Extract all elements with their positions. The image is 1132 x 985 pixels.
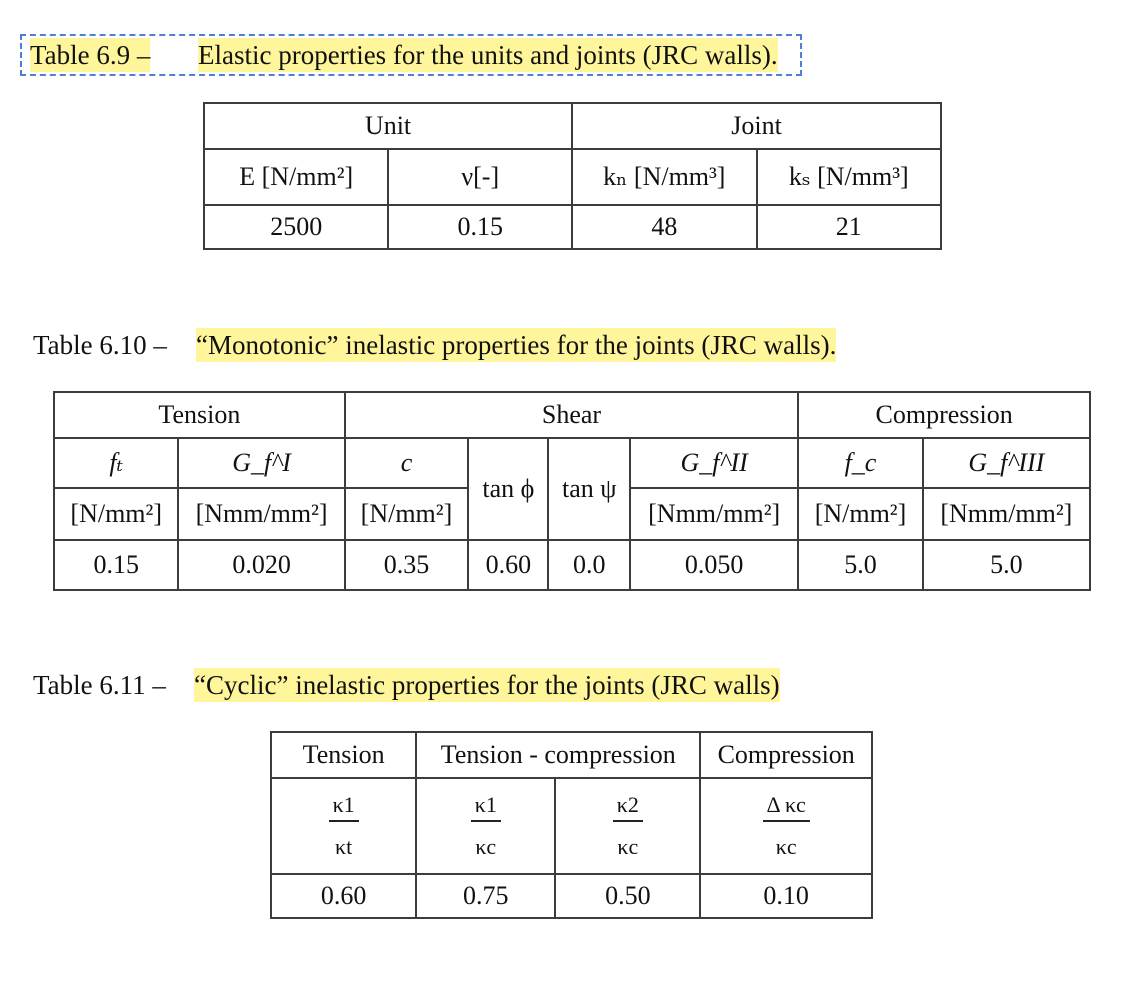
group-unit: Unit	[204, 103, 572, 149]
table1-caption-number: Table 6.9 –	[30, 40, 151, 70]
unit-ft: [N/mm²]	[54, 488, 178, 540]
group-tension: Tension	[271, 732, 416, 778]
value-k1-kt: 0.60	[271, 874, 416, 918]
ratio-numerator: κ1	[329, 792, 359, 822]
value-dkc-kc: 0.10	[700, 874, 872, 918]
table-6-9	[203, 102, 942, 250]
value-c: 0.35	[345, 540, 468, 590]
group-compression: Compression	[700, 732, 872, 778]
unit-GfI: [Nmm/mm²]	[178, 488, 344, 540]
table3-caption-number: Table 6.11 –	[33, 670, 166, 700]
group-tension: Tension	[54, 392, 345, 438]
table2-caption-number: Table 6.10 –	[33, 330, 167, 360]
header-kn: kₙ [N/mm³]	[572, 149, 756, 205]
value-tan-psi: 0.0	[548, 540, 630, 590]
header-ft: fₜ	[54, 438, 178, 488]
value-k1-kc: 0.75	[416, 874, 555, 918]
ratio-denominator: κc	[775, 834, 797, 859]
value-nu: 0.15	[388, 205, 572, 249]
value-kn: 48	[572, 205, 756, 249]
header-c: c	[345, 438, 468, 488]
ratio-k1-kt	[271, 778, 416, 874]
ratio-denominator: κt	[335, 834, 353, 859]
value-GfIII: 5.0	[923, 540, 1090, 590]
unit-fc: [N/mm²]	[798, 488, 922, 540]
value-fc: 5.0	[798, 540, 922, 590]
header-GfI: G_f^I	[178, 438, 344, 488]
value-k2-kc: 0.50	[555, 874, 700, 918]
group-tension-compression: Tension - compression	[416, 732, 700, 778]
header-E: E [N/mm²]	[204, 149, 388, 205]
ratio-k1-kc	[416, 778, 555, 874]
value-tan-phi: 0.60	[468, 540, 548, 590]
table-6-10	[53, 391, 1091, 591]
ratio-numerator: Δ κc	[763, 792, 810, 822]
ratio-denominator: κc	[475, 834, 497, 859]
header-nu: ν[-]	[388, 149, 572, 205]
group-compression: Compression	[798, 392, 1090, 438]
header-tan-phi: tan ϕ	[468, 438, 548, 540]
group-joint: Joint	[572, 103, 941, 149]
ratio-numerator: κ2	[613, 792, 643, 822]
header-GfIII: G_f^III	[923, 438, 1090, 488]
value-ks: 21	[757, 205, 941, 249]
value-ft: 0.15	[54, 540, 178, 590]
ratio-dkc-kc	[700, 778, 872, 874]
value-E: 2500	[204, 205, 388, 249]
table2-caption-text: “Monotonic” inelastic properties for the joints (JRC walls).	[196, 330, 837, 360]
ratio-k2-kc	[555, 778, 700, 874]
unit-GfIII: [Nmm/mm²]	[923, 488, 1090, 540]
unit-c: [N/mm²]	[345, 488, 468, 540]
header-ks: kₛ [N/mm³]	[757, 149, 941, 205]
unit-GfII: [Nmm/mm²]	[630, 488, 798, 540]
group-shear: Shear	[345, 392, 799, 438]
value-GfII: 0.050	[630, 540, 798, 590]
header-tan-psi: tan ψ	[548, 438, 630, 540]
ratio-denominator: κc	[617, 834, 639, 859]
table-6-11	[270, 731, 873, 919]
table3-caption-text: “Cyclic” inelastic properties for the joints (JRC walls)	[194, 670, 780, 700]
header-GfII: G_f^II	[630, 438, 798, 488]
table1-caption-text: Elastic properties for the units and joints (JRC walls).	[198, 40, 778, 70]
value-GfI: 0.020	[178, 540, 344, 590]
ratio-numerator: κ1	[471, 792, 501, 822]
header-fc: f_c	[798, 438, 922, 488]
